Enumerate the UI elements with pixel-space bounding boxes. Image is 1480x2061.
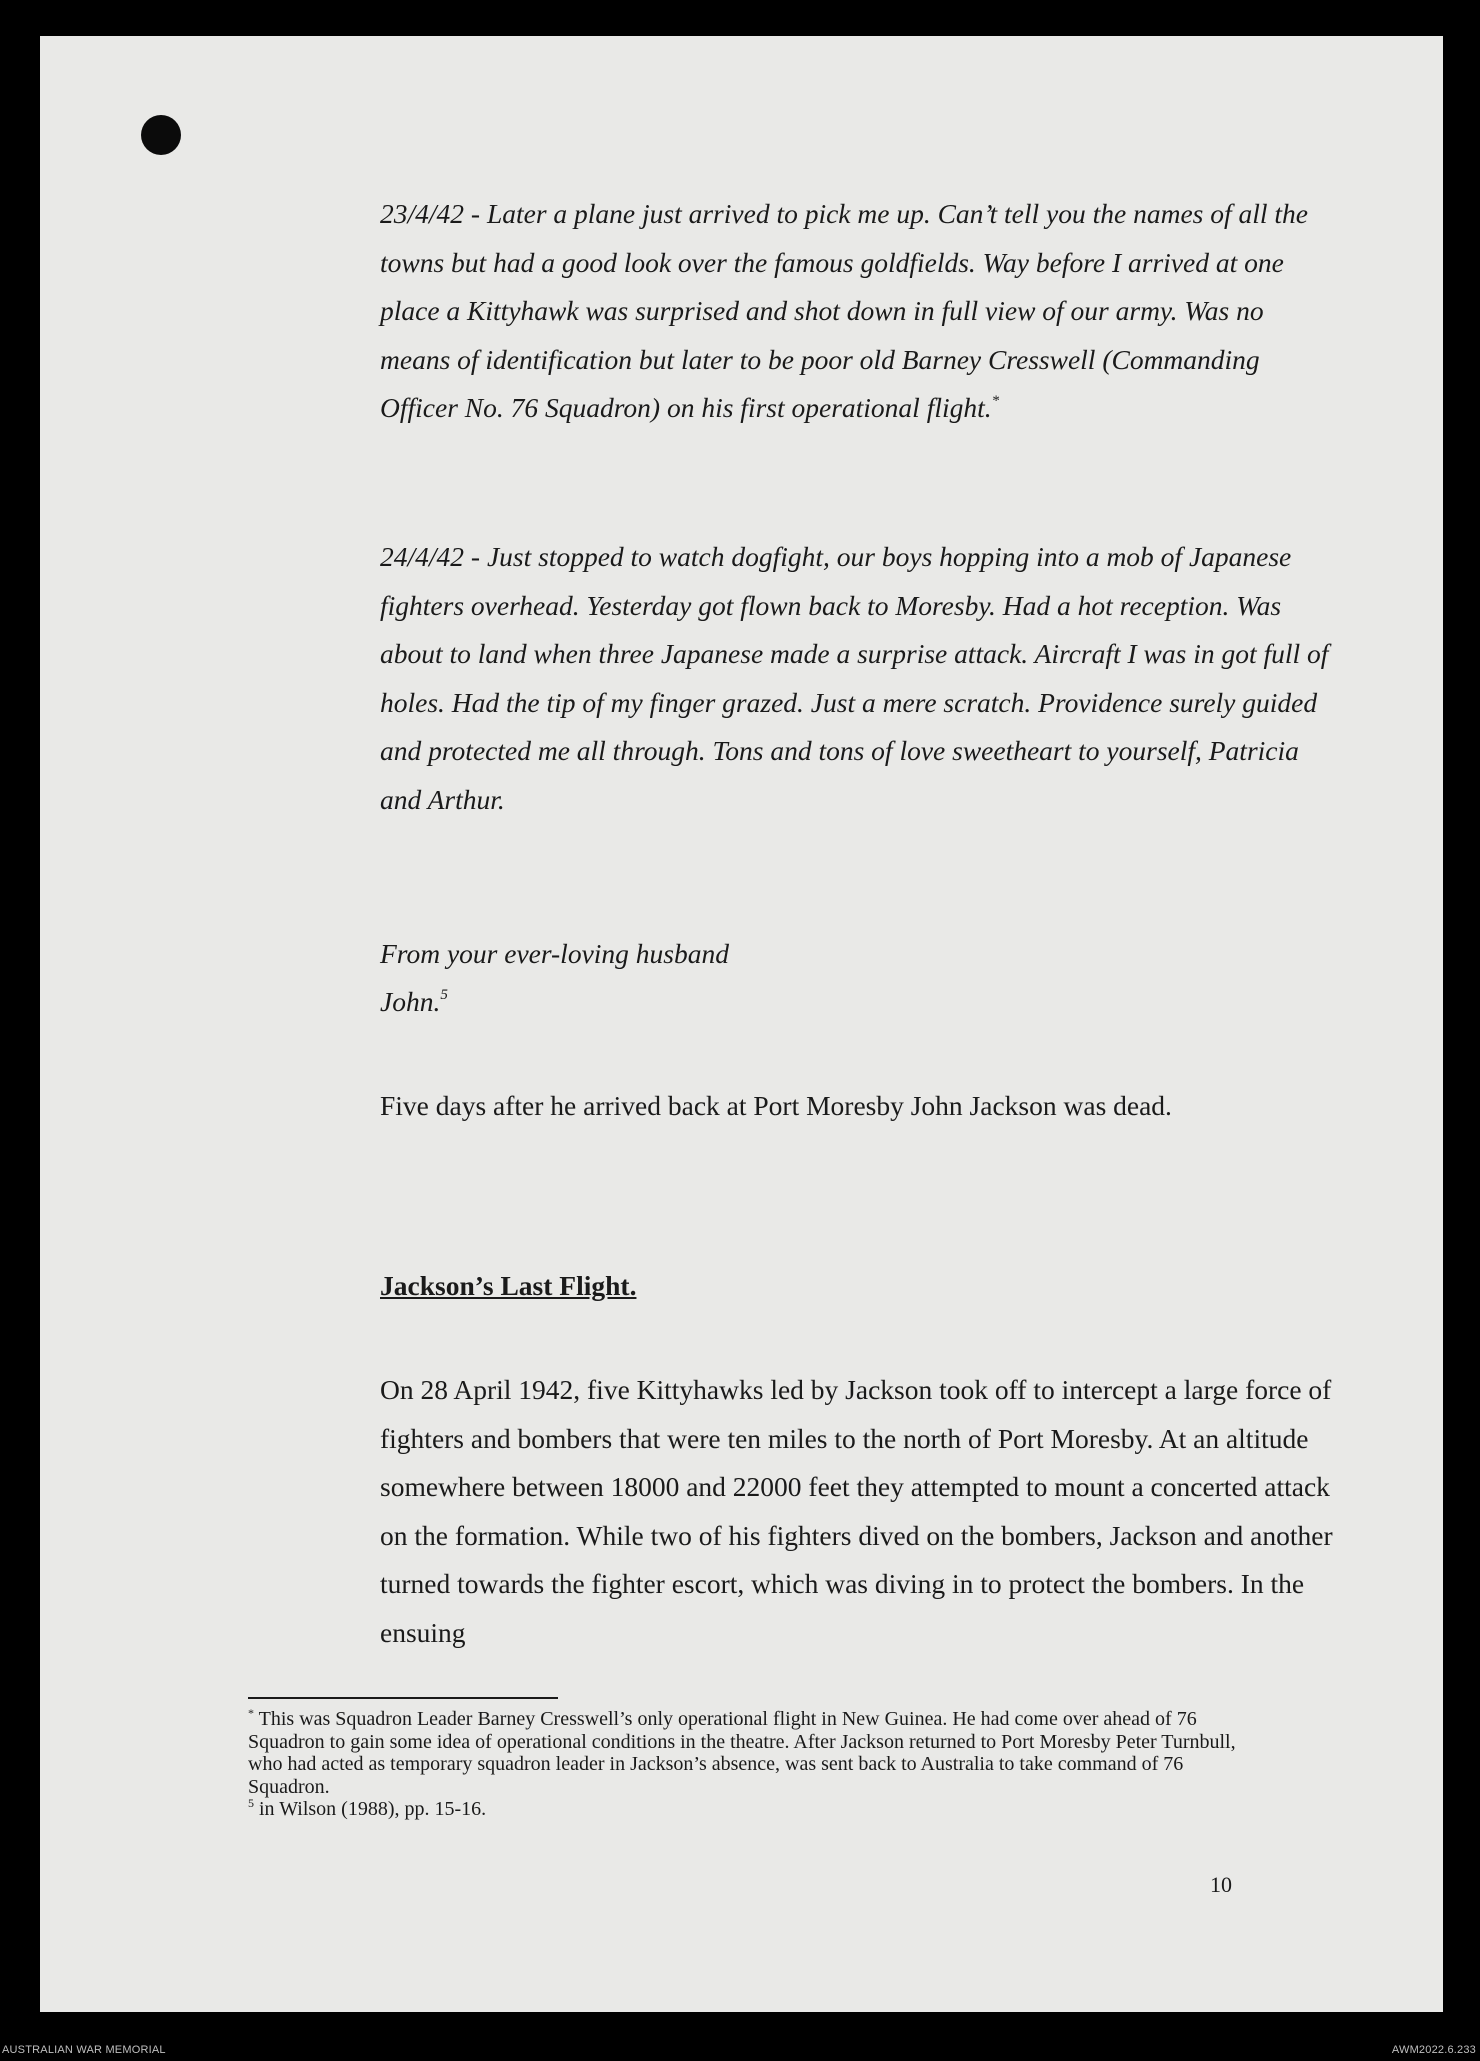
diary-entry-2-text: 24/4/42 - Just stopped to watch dogfight, our boys hopping into a mob of Japanese fighters overhead. Yesterday got flown back to Moresby. Had a hot reception. Was about to land when three Japanese made a surprise attack. Aircraft I was in got full of holes. Had the tip of my finger grazed. Just a mere scratch. Providence surely guided and protected me all through. Tons and tons of love sweetheart to yourself, Patricia and Arthur.	[380, 541, 1329, 815]
signature: John.	[380, 986, 441, 1017]
closing-line: From your ever-loving husband	[380, 938, 729, 969]
footnotes	[248, 1708, 1248, 1821]
diary-entry-1-text: 23/4/42 - Later a plane just arrived to pick me up. Can’t tell you the names of all the towns but had a good look over the famous goldfields. Way before I arrived at one place a Kittyhawk was surprised and shot down in full view of our army. Was no means of identification but later to be poor old Barney Cresswell (Commanding Officer No. 76 Squadron) on his first operational flight.	[380, 198, 1309, 423]
footnote-marker: 5	[248, 1796, 254, 1810]
footnote-text: This was Squadron Leader Barney Cresswell’s only operational flight in New Guinea. He had come over ahead of 76 Squadron to gain some idea of operational conditions in the theatre. After Jackson returned to Port Moresby Peter Turnbull, who had acted as temporary squadron leader in Jackson’s absence, was sent back to Australia to take command of 76 Squadron.	[248, 1708, 1236, 1798]
diary-entry-1	[380, 190, 1340, 433]
document-page	[40, 36, 1443, 2012]
section-heading: Jackson’s Last Flight.	[380, 1270, 637, 1301]
section-paragraph: On 28 April 1942, five Kittyhawks led by Jackson took off to intercept a large force of fighters and bombers that were ten miles to the north of Port Moresby. At an altitude somewhere between 18000 and 22000 feet they attempted to mount a concerted attack on the formation. While two of his fighters dived on the bombers, Jackson and another turned towards the fighter escort, which was diving in to protect the bombers. In the ensuing	[380, 1374, 1333, 1648]
archive-footer-right: AWM2022.6.233	[1391, 2044, 1476, 2056]
footnote-divider	[248, 1697, 558, 1699]
diary-entry-2	[380, 533, 1340, 824]
archive-footer-left: AUSTRALIAN WAR MEMORIAL	[2, 2044, 166, 2056]
footnote-item	[248, 1708, 1248, 1798]
punch-hole	[141, 115, 181, 155]
footnote-text: in Wilson (1988), pp. 15-16.	[254, 1798, 487, 1820]
letter-closing	[380, 930, 1340, 1026]
footnote-item	[248, 1798, 1248, 1821]
footnote-marker-5: 5	[440, 987, 448, 1003]
narrative-paragraph: Five days after he arrived back at Port Moresby John Jackson was dead.	[380, 1090, 1172, 1121]
footnote-marker: *	[248, 1706, 254, 1720]
page-number: 10	[1210, 1872, 1232, 1897]
signature-line	[380, 978, 1340, 1026]
footnote-marker-star: *	[991, 393, 1000, 409]
